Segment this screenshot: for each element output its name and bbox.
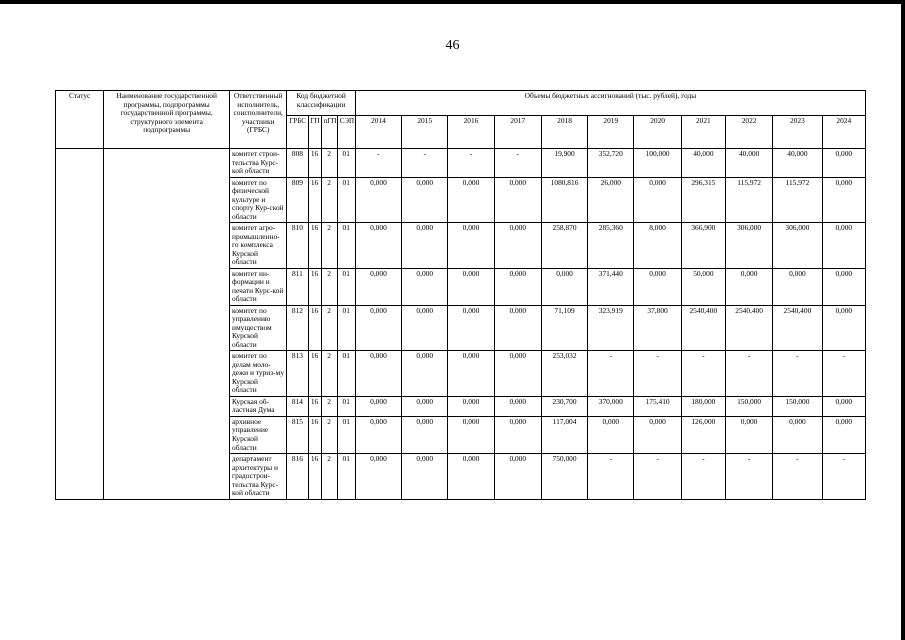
value-cell: - xyxy=(773,351,822,397)
value-cell: - xyxy=(494,149,541,178)
value-cell: 2540,400 xyxy=(681,305,725,351)
code-cell: 01 xyxy=(337,223,355,269)
code-cell: 2 xyxy=(321,396,337,416)
code-cell: 16 xyxy=(308,268,321,305)
header-year: 2016 xyxy=(448,116,494,149)
executor-cell: архивное управление Курской области xyxy=(230,416,287,453)
value-cell: - xyxy=(681,454,725,500)
header-year: 2017 xyxy=(494,116,541,149)
value-cell: - xyxy=(588,351,634,397)
value-cell: 0,000 xyxy=(494,351,541,397)
value-cell: 0,000 xyxy=(355,351,401,397)
value-cell: 0,000 xyxy=(448,351,494,397)
code-cell: 815 xyxy=(287,416,308,453)
value-cell: 0,000 xyxy=(541,268,587,305)
code-cell: 16 xyxy=(308,351,321,397)
budget-table-body xyxy=(56,149,866,500)
value-cell: 40,000 xyxy=(725,149,772,178)
value-cell: 750,000 xyxy=(541,454,587,500)
value-cell: - xyxy=(355,149,401,178)
code-cell: 01 xyxy=(337,396,355,416)
code-cell: 2 xyxy=(321,416,337,453)
code-cell: 16 xyxy=(308,223,321,269)
value-cell: 0,000 xyxy=(773,268,822,305)
code-cell: 16 xyxy=(308,177,321,223)
header-code-gp: ГП xyxy=(308,116,321,149)
value-cell: 0,000 xyxy=(448,268,494,305)
value-cell: 150,000 xyxy=(725,396,772,416)
value-cell: 0,000 xyxy=(355,416,401,453)
value-cell: 0,000 xyxy=(822,177,865,223)
header-status: Статус xyxy=(56,91,104,149)
value-cell: 0,000 xyxy=(634,268,681,305)
value-cell: 0,000 xyxy=(822,223,865,269)
value-cell: 26,000 xyxy=(588,177,634,223)
value-cell: 115,972 xyxy=(725,177,772,223)
page-border-right xyxy=(901,0,905,640)
header-code-sep: СЭП xyxy=(337,116,355,149)
header-year: 2020 xyxy=(634,116,681,149)
table-row xyxy=(56,149,866,178)
value-cell: 37,800 xyxy=(634,305,681,351)
value-cell: 253,032 xyxy=(541,351,587,397)
value-cell: 180,000 xyxy=(681,396,725,416)
value-cell: 230,700 xyxy=(541,396,587,416)
value-cell: 0,000 xyxy=(588,416,634,453)
value-cell: 0,000 xyxy=(725,268,772,305)
value-cell: - xyxy=(402,149,448,178)
value-cell: - xyxy=(681,351,725,397)
executor-cell: департамент архитектуры и градострои-тельства Курс-кой области xyxy=(230,454,287,500)
status-cell xyxy=(56,149,104,500)
code-cell: 2 xyxy=(321,454,337,500)
value-cell: 371,440 xyxy=(588,268,634,305)
value-cell: - xyxy=(448,149,494,178)
value-cell: 0,000 xyxy=(448,223,494,269)
header-year: 2022 xyxy=(725,116,772,149)
code-cell: 01 xyxy=(337,268,355,305)
value-cell: 0,000 xyxy=(822,268,865,305)
code-cell: 16 xyxy=(308,396,321,416)
value-cell: 0,000 xyxy=(494,396,541,416)
value-cell: 258,870 xyxy=(541,223,587,269)
value-cell: 296,315 xyxy=(681,177,725,223)
value-cell: 0,000 xyxy=(822,305,865,351)
code-cell: 808 xyxy=(287,149,308,178)
value-cell: 285,360 xyxy=(588,223,634,269)
code-cell: 2 xyxy=(321,268,337,305)
value-cell: 8,000 xyxy=(634,223,681,269)
value-cell: 0,000 xyxy=(494,268,541,305)
header-name: Наименование государственной программы, подпрограммы государственной программы, структурного элемента подпрограммы xyxy=(104,91,230,149)
page-border-top xyxy=(0,0,905,4)
code-cell: 01 xyxy=(337,305,355,351)
header-code-grbs: ГРБС xyxy=(287,116,308,149)
value-cell: 40,000 xyxy=(681,149,725,178)
header-year: 2018 xyxy=(541,116,587,149)
header-year: 2023 xyxy=(773,116,822,149)
code-cell: 2 xyxy=(321,305,337,351)
header-year: 2024 xyxy=(822,116,865,149)
value-cell: 0,000 xyxy=(402,416,448,453)
value-cell: 0,000 xyxy=(355,305,401,351)
value-cell: 40,000 xyxy=(773,149,822,178)
header-executor: Ответственный исполнитель, соисполнители, участники (ГРБС) xyxy=(230,91,287,149)
code-cell: 01 xyxy=(337,454,355,500)
code-cell: 01 xyxy=(337,177,355,223)
value-cell: - xyxy=(634,351,681,397)
code-cell: 810 xyxy=(287,223,308,269)
value-cell: 0,000 xyxy=(822,149,865,178)
value-cell: 0,000 xyxy=(402,305,448,351)
code-cell: 01 xyxy=(337,416,355,453)
value-cell: 0,000 xyxy=(402,177,448,223)
value-cell: - xyxy=(634,454,681,500)
value-cell: 0,000 xyxy=(494,416,541,453)
value-cell: 0,000 xyxy=(494,223,541,269)
value-cell: 126,000 xyxy=(681,416,725,453)
value-cell: 0,000 xyxy=(448,396,494,416)
code-cell: 2 xyxy=(321,149,337,178)
code-cell: 16 xyxy=(308,305,321,351)
value-cell: 117,004 xyxy=(541,416,587,453)
code-cell: 2 xyxy=(321,223,337,269)
value-cell: 19,900 xyxy=(541,149,587,178)
value-cell: 0,000 xyxy=(355,454,401,500)
value-cell: - xyxy=(588,454,634,500)
header-year: 2015 xyxy=(402,116,448,149)
executor-cell: комитет агро-промышленно-го комплекса Курской области xyxy=(230,223,287,269)
executor-cell: комитет по физической культуре и спорту Кур-ской области xyxy=(230,177,287,223)
value-cell: 71,109 xyxy=(541,305,587,351)
value-cell: 0,000 xyxy=(402,396,448,416)
code-cell: 16 xyxy=(308,149,321,178)
value-cell: 0,000 xyxy=(402,351,448,397)
value-cell: 370,000 xyxy=(588,396,634,416)
name-cell xyxy=(104,149,230,500)
value-cell: 115,972 xyxy=(773,177,822,223)
code-cell: 811 xyxy=(287,268,308,305)
value-cell: 150,000 xyxy=(773,396,822,416)
executor-cell: комитет по делам моло-дежи и туриз-му Курской области xyxy=(230,351,287,397)
value-cell: 0,000 xyxy=(448,454,494,500)
executor-cell: комитет строи-тельства Курс-кой области xyxy=(230,149,287,178)
value-cell: - xyxy=(725,454,772,500)
header-volume-group: Объемы бюджетных ассигнований (тыс. рублей), годы xyxy=(355,91,865,116)
value-cell: - xyxy=(725,351,772,397)
value-cell: 0,000 xyxy=(822,416,865,453)
value-cell: 0,000 xyxy=(773,416,822,453)
value-cell: 306,000 xyxy=(725,223,772,269)
value-cell: 0,000 xyxy=(402,223,448,269)
code-cell: 809 xyxy=(287,177,308,223)
code-cell: 813 xyxy=(287,351,308,397)
value-cell: 0,000 xyxy=(634,416,681,453)
code-cell: 16 xyxy=(308,416,321,453)
value-cell: 0,000 xyxy=(355,268,401,305)
value-cell: 2540,400 xyxy=(773,305,822,351)
value-cell: 0,000 xyxy=(634,177,681,223)
value-cell: 100,000 xyxy=(634,149,681,178)
header-year: 2019 xyxy=(588,116,634,149)
code-cell: 2 xyxy=(321,177,337,223)
header-code-pgp: пГП xyxy=(321,116,337,149)
value-cell: 0,000 xyxy=(355,223,401,269)
value-cell: - xyxy=(822,351,865,397)
value-cell: 0,000 xyxy=(355,396,401,416)
value-cell: 0,000 xyxy=(822,396,865,416)
executor-cell: Курская об-ластная Дума xyxy=(230,396,287,416)
code-cell: 812 xyxy=(287,305,308,351)
value-cell: 366,900 xyxy=(681,223,725,269)
executor-cell: комитет по управлению имуществом Курской области xyxy=(230,305,287,351)
value-cell: 0,000 xyxy=(402,454,448,500)
code-cell: 816 xyxy=(287,454,308,500)
value-cell: 0,000 xyxy=(448,177,494,223)
value-cell: - xyxy=(822,454,865,500)
header-code-group: Код бюджетной классификации xyxy=(287,91,355,116)
code-cell: 01 xyxy=(337,149,355,178)
value-cell: 0,000 xyxy=(355,177,401,223)
value-cell: 0,000 xyxy=(448,416,494,453)
executor-cell: комитет ин-формации и печати Курс-кой области xyxy=(230,268,287,305)
value-cell: 0,000 xyxy=(402,268,448,305)
code-cell: 16 xyxy=(308,454,321,500)
value-cell: 352,720 xyxy=(588,149,634,178)
value-cell: 175,410 xyxy=(634,396,681,416)
budget-table xyxy=(55,90,866,500)
value-cell: 1080,816 xyxy=(541,177,587,223)
value-cell: - xyxy=(773,454,822,500)
code-cell: 01 xyxy=(337,351,355,397)
page-number: 46 xyxy=(445,38,460,53)
code-cell: 814 xyxy=(287,396,308,416)
value-cell: 306,000 xyxy=(773,223,822,269)
value-cell: 2540,400 xyxy=(725,305,772,351)
value-cell: 0,000 xyxy=(494,305,541,351)
value-cell: 50,000 xyxy=(681,268,725,305)
value-cell: 0,000 xyxy=(725,416,772,453)
header-year: 2014 xyxy=(355,116,401,149)
value-cell: 323,919 xyxy=(588,305,634,351)
code-cell: 2 xyxy=(321,351,337,397)
value-cell: 0,000 xyxy=(448,305,494,351)
header-year: 2021 xyxy=(681,116,725,149)
value-cell: 0,000 xyxy=(494,454,541,500)
value-cell: 0,000 xyxy=(494,177,541,223)
